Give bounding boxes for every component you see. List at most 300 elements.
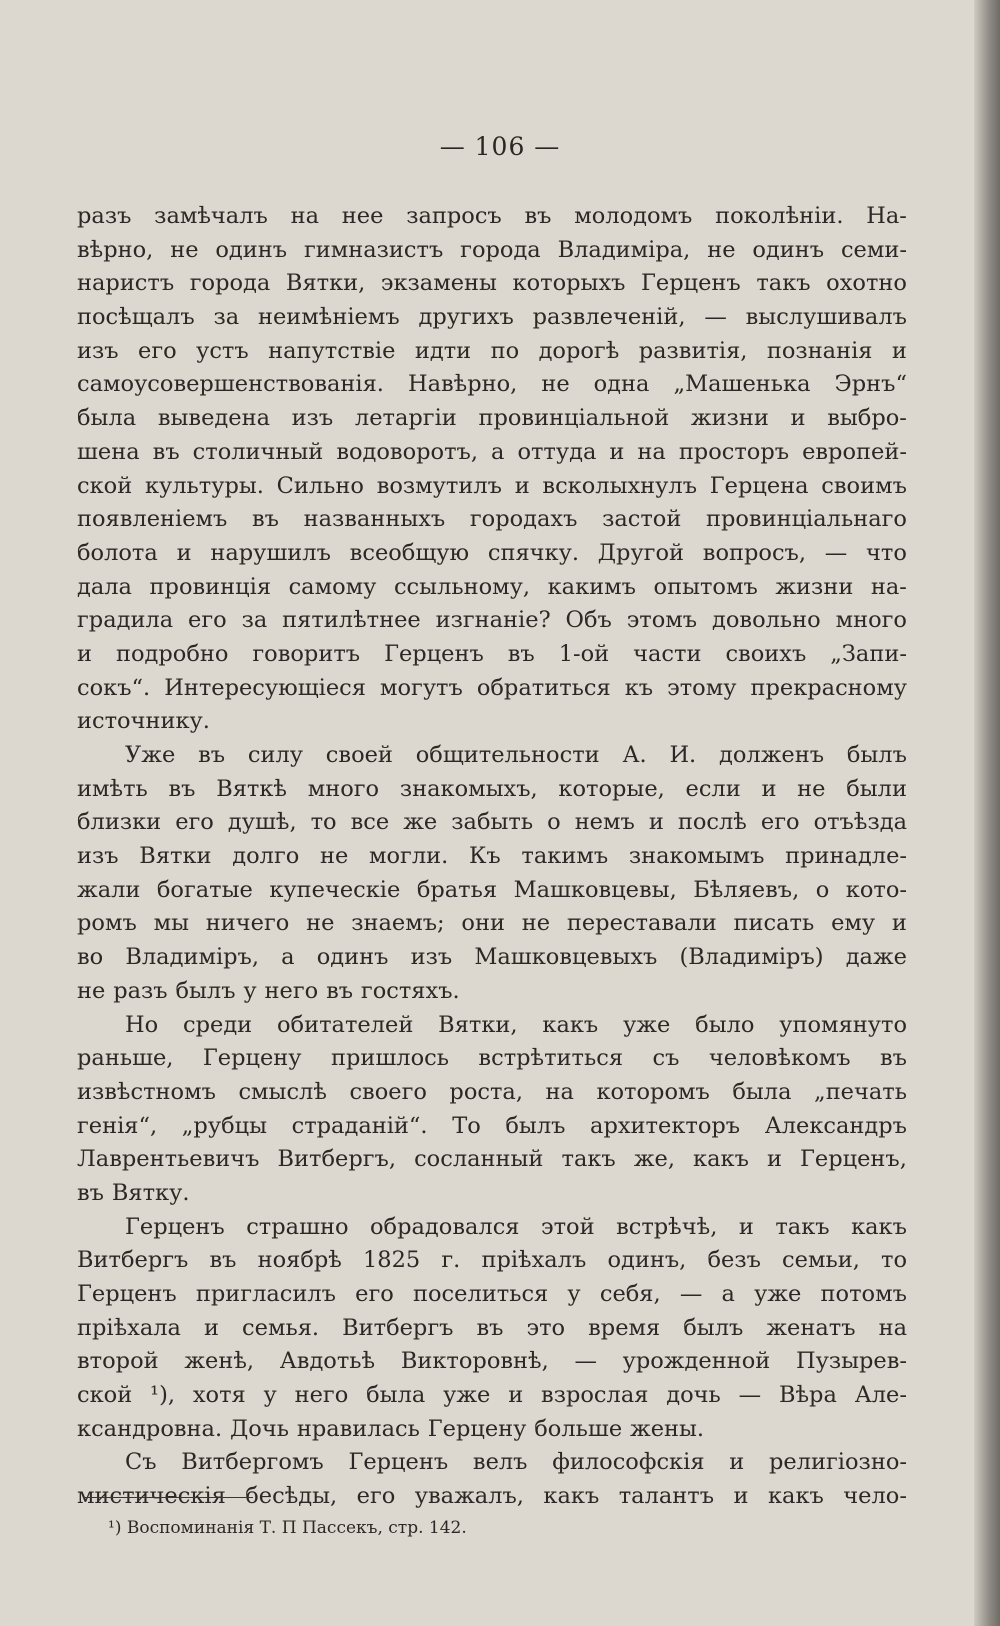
word: просторъ [678,438,790,465]
word: ксандровна. [77,1415,223,1442]
word: нравилась [296,1415,420,1442]
word: запросъ [406,203,502,229]
word: напутствіе [268,337,396,364]
word: не [306,910,335,937]
word: градила [77,607,174,634]
word: была [77,405,137,432]
word: Вятки, [285,270,366,297]
word: и [891,337,907,364]
word: „печать [814,1078,907,1105]
text-line [77,1379,907,1413]
word: Герцену [427,1415,527,1442]
word: познанія [766,337,873,364]
word: замѣчалъ [154,203,268,229]
text-line [77,907,907,941]
word: о [547,809,561,836]
word: не [77,977,106,1004]
word: — [704,304,727,331]
word: страданій“. [291,1112,428,1139]
word: какъ [693,1146,749,1173]
word: они [461,910,505,937]
text-line [77,638,907,672]
word: нее [341,203,384,229]
text-line [77,1009,907,1043]
word: своей [325,742,393,768]
word: если [685,775,741,802]
word: его [760,809,800,836]
word: на- [870,573,907,600]
word: знакомыхъ, [399,775,538,802]
word: Интересующіеся [164,674,366,701]
word: Вяткѣ [216,775,287,802]
word: изъ [77,337,119,364]
word: А. [622,742,647,768]
word: ноябрѣ [257,1247,342,1274]
word: Викторовнѣ, [400,1348,549,1375]
word: этомъ [626,607,698,634]
word: выведена [157,405,270,432]
text-line [77,1177,907,1211]
word: г. [441,1247,461,1274]
word: молодомъ [574,203,693,229]
word: развлеченій, [532,304,686,331]
word: въ [879,1045,907,1072]
word: Дочь [229,1415,289,1442]
word: И. [669,742,697,768]
text-line [77,773,907,807]
word: второй [77,1348,159,1375]
word: время [588,1314,661,1341]
word: этой [540,1213,595,1240]
word: бесѣды, [245,1483,338,1510]
word: 1-ой [558,640,610,667]
word: встрѣтиться [478,1045,624,1072]
word: былъ [846,742,907,768]
word: не [521,910,551,937]
word: пришлось [330,1045,449,1072]
word: То [452,1112,481,1139]
text-line [77,571,907,605]
word: все [350,809,390,836]
word: пріѣхала [77,1314,181,1341]
word: какъ [767,1483,824,1510]
word: въ [251,506,279,533]
text-line [77,604,907,638]
word: въ [209,1247,237,1274]
word: возмутилъ [376,472,502,499]
word: Витбергъ [77,1247,189,1274]
text-line [77,436,907,470]
word: встрѣчѣ, [616,1213,718,1240]
word: была [732,1078,792,1105]
word: долженъ [719,742,825,768]
text-line [77,975,907,1009]
word: него [264,977,319,1004]
word: безъ [707,1247,761,1274]
word: жизни [775,573,854,600]
text-line [77,234,907,268]
word: а [491,438,505,465]
word: провинція [149,573,272,600]
word: его [175,809,214,836]
word: отъѣзда [813,809,907,836]
text-line [77,672,907,706]
word: силу [247,742,303,768]
word: одинъ [752,236,825,263]
word: дочь [666,1382,721,1409]
text-line [77,1278,907,1312]
page-edge-shadow [974,0,1000,1626]
word: общительности [415,742,600,768]
word: (Владиміръ) [679,944,824,971]
word: и [891,910,907,937]
word: во [77,944,104,971]
word: посѣщалъ [77,304,195,331]
word: и [766,1146,782,1173]
word: одинъ [215,236,288,263]
word: Герценъ [641,270,741,297]
word: то [310,809,337,836]
word: семи- [840,236,907,263]
word: ской [77,472,133,499]
word: Бѣляевъ, [693,876,800,903]
word: жены. [630,1415,705,1442]
word: провинціальнаго [705,506,907,533]
word: и [204,1314,220,1341]
word: и [738,1213,754,1240]
text-line [77,1110,907,1144]
text-line [77,470,907,504]
word: сосланный [414,1146,544,1173]
text-line [77,1446,907,1480]
word: а [721,1281,735,1307]
word: изгнаніе? [435,607,551,634]
word: Витбергомъ [181,1449,324,1476]
word: столичный [192,438,324,465]
word: — [824,539,848,566]
word: философскія [552,1449,705,1476]
word: Машковцевы, [513,876,677,903]
word: мистическія [77,1483,226,1510]
word: генія“, [77,1112,158,1139]
word: прекрасному [750,674,907,701]
word: Лаврентьевичъ [77,1146,260,1173]
word: „Запи- [830,640,907,667]
word: переставали [566,910,717,937]
word: жизни [690,405,769,432]
word: какимъ [547,573,636,600]
word: ничего [205,910,290,937]
word: уважалъ, [414,1483,524,1510]
text-line [77,301,907,335]
word: и [733,1483,749,1510]
word: въ [198,742,226,768]
word: немъ [574,809,635,836]
word: не [707,236,736,263]
word: шена [77,438,140,465]
word: самому [288,573,377,600]
word: Объ [565,607,612,634]
word: нарушилъ [210,539,331,566]
word: — [574,1348,597,1375]
word: могли. [369,843,449,870]
word: дорогѣ [538,337,620,364]
word: много [307,775,380,802]
word: то [881,1247,907,1274]
word: о [815,876,830,903]
word: потомъ [820,1281,907,1307]
word: дала [77,573,132,600]
word: даже [845,944,907,971]
word: какъ [543,1483,600,1510]
word: устъ [196,337,249,364]
word: водоворотъ, [336,438,479,465]
word: по [490,337,520,364]
word: — [738,1382,762,1409]
word: обитателей [277,1011,414,1038]
word: хотя [192,1382,246,1409]
word: всколыхнулъ [542,472,698,499]
text-line [77,806,907,840]
word: своего [349,1078,427,1105]
word: у [243,977,257,1004]
word: спячку. [487,539,579,566]
word: сокъ“. [77,674,151,701]
text-line [77,874,907,908]
word: всеобщую [349,539,470,566]
word: которые, [558,775,665,802]
word: Витбергъ [342,1314,454,1341]
word: это [526,1314,566,1341]
word: Герцену [202,1045,302,1072]
word: обрадовался [370,1213,520,1240]
text-line [77,1244,907,1278]
word: и [761,775,777,802]
word: вѣрно, [77,236,154,263]
text-line [77,1042,907,1076]
word: летаргіи [354,405,457,432]
text-line [77,503,907,537]
word: источнику. [77,708,210,735]
word: жали [77,876,141,903]
word: въ [326,977,354,1004]
word: не [319,843,349,870]
word: Але- [854,1382,907,1409]
word: смыслѣ [238,1078,327,1105]
word: имѣть [77,775,148,802]
word: роста, [449,1078,523,1105]
word: „Машенька [673,371,811,398]
footnote-divider [83,1497,253,1498]
word: принадле- [785,843,907,870]
word: и [790,405,806,432]
word: могутъ [379,674,463,701]
word: Эрнъ“ [834,371,907,398]
word: охотно [826,270,907,297]
word: Пузырев- [795,1348,907,1375]
word: ромъ [77,910,137,937]
footnote: ¹) Воспоминанія Т. П Пассекъ, стр. 142. [108,1518,467,1538]
word: и [77,640,92,667]
word: урожденной [622,1348,771,1375]
word: вопросъ, [702,539,807,566]
word: своихъ [725,640,807,667]
word: близки [77,809,162,836]
text-line [77,402,907,436]
text-line [77,941,907,975]
word: ему [831,910,876,937]
word: самоусовершенствованія. [77,371,384,398]
word: Другой [597,539,685,566]
word: и [648,809,664,836]
word: — [679,1281,703,1307]
word: на [290,203,320,229]
word: такимъ [521,843,609,870]
word: говоритъ [252,640,361,667]
word: поколѣніи. [715,203,844,229]
word: Вятку. [111,1179,190,1206]
word: его [188,607,227,634]
word: купеческіе [269,876,401,903]
word: Съ [125,1449,157,1476]
word: Но [125,1011,159,1038]
text-line [77,1211,907,1245]
word: Сильно [276,472,364,499]
page-number: — 106 — [439,132,561,161]
word: на [637,438,666,465]
word: 1825 [362,1247,421,1274]
word: опытомъ [653,573,758,600]
word: развитія, [638,337,748,364]
text-line [77,1312,907,1346]
word: одинъ, [607,1247,687,1274]
word: у [263,1382,277,1409]
text-line [77,1076,907,1110]
word: къ [624,674,654,701]
word: семья. [242,1314,320,1341]
word: среди [183,1011,253,1038]
word: изъ [410,944,453,971]
word: богатые [156,876,253,903]
word: себя, [599,1281,661,1307]
word: этому [667,674,737,701]
word: а [281,944,295,971]
word: города [460,236,541,263]
word: Герценъ [384,640,484,667]
word: же [403,809,438,836]
word: поселиться [413,1281,549,1307]
word: Владиміра, [557,236,691,263]
word: неимѣніемъ [257,304,400,331]
word: уже [443,1382,491,1409]
word: Герцена [709,472,809,499]
word: разъ [77,203,132,229]
word: въ [476,1314,504,1341]
word: Навѣрно, [407,371,518,398]
word: съ [652,1045,680,1072]
word: не [797,775,826,802]
word: пригласилъ [195,1281,336,1307]
text-line [77,335,907,369]
text-line [77,739,907,773]
word: много [835,607,907,634]
word: экзамены [380,270,497,297]
word: Вятки [139,843,212,870]
word: его [356,1483,396,1510]
word: него [294,1382,349,1409]
word: довольно [712,607,821,634]
word: Къ [468,843,501,870]
word: послѣ [677,809,747,836]
word: на [878,1314,907,1341]
word: кото- [845,876,907,903]
text-line [77,368,907,402]
word: Герценъ [348,1449,449,1476]
word: страшно [246,1213,349,1240]
word: разъ [113,977,168,1004]
word: изъ [77,843,119,870]
word: гимназистъ [303,236,444,263]
word: и [609,438,625,465]
text-line [77,1413,907,1447]
text-line [77,1143,907,1177]
word: велъ [472,1449,528,1476]
word: городахъ [469,506,578,533]
word: одна [593,371,650,398]
word: пятилѣтнее [282,607,421,634]
word: Витбергъ, [277,1146,397,1173]
word: Владиміръ, [125,944,260,971]
word: чело- [843,1483,907,1510]
word: и [176,539,192,566]
word: которомъ [596,1078,710,1105]
word: знаемъ; [351,910,445,937]
word: обратиться [476,674,611,701]
word: взрослая [541,1382,649,1409]
word: женѣ, [184,1348,255,1375]
word: мы [153,910,189,937]
word: человѣкомъ [708,1045,851,1072]
word: появленіемъ [77,506,228,533]
word: его [138,337,177,364]
word: въ [77,1179,104,1206]
word: одинъ [316,944,389,971]
word: былъ [683,1314,744,1341]
word: идти [414,337,472,364]
word: подробно [115,640,229,667]
word: не [170,236,199,263]
word: женатъ [766,1314,856,1341]
word: ской [77,1382,133,1409]
word: и [514,472,530,499]
word: какъ [851,1213,907,1240]
word: упомянуто [779,1011,907,1038]
word: и [508,1382,524,1409]
word: семьи, [782,1247,860,1274]
word: была [366,1382,426,1409]
word: выбро- [827,405,907,432]
text-line [77,1345,907,1379]
word: На- [866,203,907,229]
word: религіозно- [769,1449,907,1476]
word: своимъ [821,472,907,499]
word: Герценъ [125,1213,225,1240]
word: было [695,1011,755,1038]
word: изъ [291,405,334,432]
text-line [77,200,907,234]
word: оттуда [517,438,597,465]
word: его [355,1281,394,1307]
